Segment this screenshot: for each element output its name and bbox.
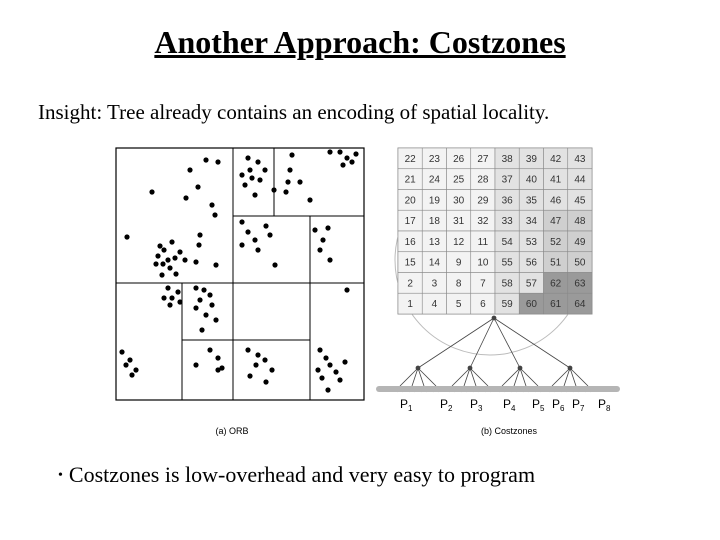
grid-cell-label: 29	[477, 195, 489, 207]
processor-label: $P_8$	[598, 397, 611, 413]
grid-cell-label: 34	[525, 216, 537, 228]
caption-costzones: (b) Costzones	[480, 426, 538, 436]
particle	[245, 155, 250, 160]
particle	[297, 179, 302, 184]
particle	[169, 295, 174, 300]
particle	[255, 352, 260, 357]
particle	[252, 237, 257, 242]
grid-cell-label: 49	[574, 236, 586, 248]
particle	[199, 327, 204, 332]
orb-border	[116, 148, 364, 400]
grid-cell-label: 30	[453, 195, 465, 207]
particle	[157, 243, 162, 248]
particle	[215, 355, 220, 360]
particle	[182, 257, 187, 262]
tree-node	[468, 366, 472, 370]
grid-cell-label: 3	[431, 278, 438, 290]
particle	[197, 232, 202, 237]
grid-cell-label: 55	[501, 257, 513, 269]
slide-title: Another Approach: Costzones	[154, 24, 566, 60]
insight-text: Insight: Tree already contains an encoding of spatial locality.	[38, 100, 550, 124]
particle	[187, 167, 192, 172]
particle	[349, 159, 354, 164]
particle	[344, 155, 349, 160]
grid-cell-label: 59	[501, 299, 513, 311]
particle	[160, 261, 165, 266]
particle	[327, 362, 332, 367]
particle	[207, 347, 212, 352]
particle	[317, 347, 322, 352]
particle	[249, 175, 254, 180]
particle	[283, 189, 288, 194]
particle	[209, 202, 214, 207]
particle	[127, 357, 132, 362]
grid-cell-label: 33	[501, 216, 513, 228]
particle	[257, 177, 262, 182]
particle	[337, 149, 342, 154]
grid-cell-label: 62	[550, 278, 562, 290]
grid-cell-label: 9	[455, 257, 462, 269]
particle	[193, 362, 198, 367]
particle	[165, 257, 170, 262]
particle	[159, 272, 164, 277]
particle	[245, 347, 250, 352]
particle	[123, 362, 128, 367]
particle	[207, 292, 212, 297]
particle	[272, 262, 277, 267]
particle	[193, 305, 198, 310]
particle	[193, 285, 198, 290]
grid-cell-label: 27	[477, 153, 489, 165]
particle	[177, 299, 182, 304]
particle	[193, 259, 198, 264]
grid-cell-label: 50	[574, 257, 586, 269]
particle	[327, 149, 332, 154]
costzones-figure	[100, 140, 625, 445]
processor-label: $P_6$	[552, 397, 565, 413]
grid-cell-label: 60	[525, 299, 537, 311]
caption-orb: (a) ORB	[215, 426, 249, 436]
processor-label: $P_4$	[503, 397, 516, 413]
particle	[287, 167, 292, 172]
particle	[307, 197, 312, 202]
bullet-item	[58, 462, 535, 488]
grid-cell-label: 43	[574, 153, 586, 165]
processor-labels	[400, 397, 611, 413]
grid-cell-label: 57	[525, 278, 537, 290]
grid-cell-label: 53	[525, 236, 537, 248]
tree-node	[518, 366, 522, 370]
grid-cell-label: 22	[404, 153, 416, 165]
grid-cell-label: 1	[407, 299, 413, 311]
particle	[167, 265, 172, 270]
particle	[253, 362, 258, 367]
particle	[215, 367, 220, 372]
grid-cell-label: 58	[501, 278, 513, 290]
particle	[247, 373, 252, 378]
particle	[247, 167, 252, 172]
processor-label: $P_5$	[532, 397, 545, 413]
tree-edge	[494, 318, 520, 368]
particle	[119, 349, 124, 354]
grid-cell-label: 24	[428, 174, 440, 186]
particle	[213, 317, 218, 322]
grid-cell-label: 16	[404, 236, 416, 248]
tree-node	[568, 366, 572, 370]
particle	[201, 287, 206, 292]
grid-cell-label: 39	[525, 153, 537, 165]
particle	[175, 289, 180, 294]
particle	[239, 219, 244, 224]
grid-cell-label: 10	[477, 257, 489, 269]
grid-cell-label: 32	[477, 216, 489, 228]
costzones-grid	[395, 148, 592, 355]
particle	[173, 271, 178, 276]
processor-label: $P_2$	[440, 397, 453, 413]
particle	[325, 225, 330, 230]
particle	[342, 359, 347, 364]
particle	[319, 375, 324, 380]
grid-cell-label: 41	[550, 174, 562, 186]
grid-cell-label: 36	[501, 195, 513, 207]
particle	[344, 287, 349, 292]
particle	[252, 192, 257, 197]
particle	[177, 249, 182, 254]
grid-cell-label: 40	[525, 174, 537, 186]
grid-cell-label: 15	[404, 257, 416, 269]
grid-cell-label: 18	[428, 216, 440, 228]
grid-cell-label: 4	[431, 299, 438, 311]
particle	[285, 179, 290, 184]
grid-cell-label: 46	[550, 195, 562, 207]
grid-cell-label: 63	[574, 278, 586, 290]
particle	[242, 182, 247, 187]
grid-cell-label: 31	[453, 216, 465, 228]
particle	[320, 237, 325, 242]
particle	[340, 162, 345, 167]
particle	[269, 367, 274, 372]
grid-cell-label: 17	[404, 216, 416, 228]
grid-cell-label: 19	[428, 195, 440, 207]
grid-cell-label: 20	[404, 195, 416, 207]
particle	[197, 297, 202, 302]
particle	[315, 367, 320, 372]
particle	[161, 247, 166, 252]
particle	[267, 232, 272, 237]
grid-cell-label: 48	[574, 216, 586, 228]
grid-cell-label: 56	[525, 257, 537, 269]
grid-cell-label: 54	[501, 236, 513, 248]
particle	[153, 261, 158, 266]
grid-cells	[398, 148, 592, 314]
grid-cell-label: 26	[453, 153, 465, 165]
grid-cell-label: 35	[525, 195, 537, 207]
particle	[312, 227, 317, 232]
particle	[325, 387, 330, 392]
particle	[133, 367, 138, 372]
grid-cell-label: 23	[428, 153, 440, 165]
bullet-icon: •	[58, 468, 63, 483]
particle	[149, 189, 154, 194]
particle	[317, 247, 322, 252]
particle	[212, 212, 217, 217]
particle	[262, 357, 267, 362]
particle	[262, 167, 267, 172]
processor-label: $P_1$	[400, 397, 413, 413]
grid-cell-label: 44	[574, 174, 586, 186]
particle	[255, 247, 260, 252]
particle	[353, 151, 358, 156]
grid-cell-label: 61	[550, 299, 562, 311]
grid-cell-label: 38	[501, 153, 513, 165]
particle	[169, 239, 174, 244]
particle	[263, 379, 268, 384]
particle	[213, 262, 218, 267]
particle	[255, 159, 260, 164]
grid-cell-label: 5	[455, 299, 462, 311]
processor-label: $P_7$	[572, 397, 585, 413]
particle	[271, 187, 276, 192]
particle	[203, 312, 208, 317]
grid-cell-label: 28	[477, 174, 489, 186]
grid-cell-label: 8	[455, 278, 462, 290]
orb-panel	[116, 148, 364, 400]
grid-cell-label: 2	[407, 278, 413, 290]
particle	[209, 302, 214, 307]
tree-node	[492, 316, 496, 320]
particle	[183, 195, 188, 200]
particle	[327, 257, 332, 262]
grid-cell-label: 7	[480, 278, 486, 290]
grid-cell-label: 6	[480, 299, 486, 311]
tree-edge	[418, 318, 494, 368]
particle	[129, 372, 134, 377]
tree-node	[416, 366, 420, 370]
particle	[323, 355, 328, 360]
particle	[239, 172, 244, 177]
grid-cell-label: 64	[574, 299, 586, 311]
partition-tree	[376, 316, 620, 392]
grid-cell-label: 37	[501, 174, 513, 186]
grid-cell-label: 51	[550, 257, 562, 269]
particle	[165, 285, 170, 290]
grid-cell-label: 45	[574, 195, 586, 207]
grid-cell-label: 12	[453, 236, 465, 248]
grid-cell-label: 25	[453, 174, 465, 186]
particle	[333, 369, 338, 374]
particle	[289, 152, 294, 157]
bullet-text: Costzones is low-overhead and very easy to program	[68, 462, 536, 487]
grid-cell-label: 11	[477, 236, 489, 248]
particle	[161, 295, 166, 300]
particle	[215, 159, 220, 164]
grid-cell-label: 42	[550, 153, 562, 165]
processor-label: $P_3$	[470, 397, 483, 413]
particle	[196, 242, 201, 247]
particle	[337, 377, 342, 382]
particle	[172, 255, 177, 260]
tree-leaf-band	[376, 386, 620, 392]
particle	[245, 229, 250, 234]
particle	[155, 253, 160, 258]
grid-cell-label: 47	[550, 216, 562, 228]
particle	[203, 157, 208, 162]
particle	[167, 302, 172, 307]
grid-cell-label: 21	[404, 174, 416, 186]
particle	[263, 223, 268, 228]
particle	[239, 242, 244, 247]
grid-cell-label: 52	[550, 236, 562, 248]
particle	[195, 184, 200, 189]
particle	[124, 234, 129, 239]
grid-cell-label: 13	[428, 236, 440, 248]
grid-cell-label: 14	[428, 257, 440, 269]
